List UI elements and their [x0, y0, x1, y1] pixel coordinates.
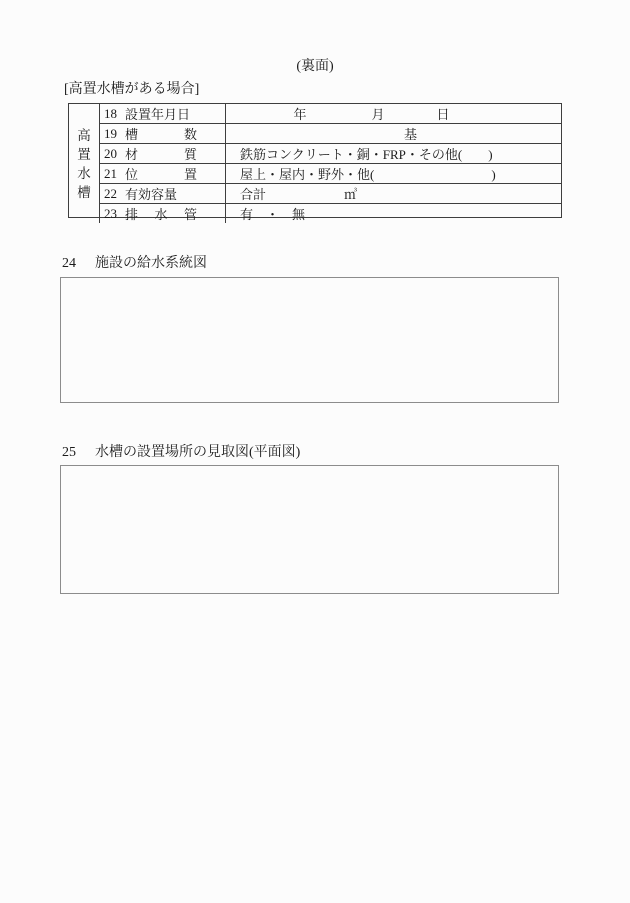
row-label: 設置年月日 [125, 107, 191, 122]
vertical-header-char: 水 [77, 165, 91, 181]
row-value: 年 月 日 [293, 107, 450, 122]
table-cell-value [225, 143, 561, 163]
row-value: 屋上・屋内・野外・他( ) [240, 167, 496, 182]
section-25-heading [62, 444, 300, 461]
table-cell-value [225, 163, 561, 183]
vertical-header-char: 高 [77, 127, 91, 143]
tank-location-sketch-box [60, 465, 559, 594]
row-label: 材質 [125, 147, 197, 162]
row-number: 19 [104, 125, 117, 141]
row-number: 20 [104, 145, 117, 161]
section-title: 施設の給水系統図 [95, 256, 207, 271]
row-number: 18 [104, 105, 117, 121]
section-title: 水槽の設置場所の見取図(平面図) [95, 445, 301, 460]
row-number: 22 [104, 185, 117, 201]
row-value: 鉄筋コンクリート・銅・FRP・その他( ) [240, 147, 493, 162]
table-cell-value [225, 104, 561, 123]
table-cell-value [225, 203, 561, 223]
vertical-header-char: 置 [77, 146, 91, 162]
elevated-tank-spec-table [68, 103, 562, 222]
table-cell-value [225, 183, 561, 203]
row-label: 槽数 [125, 127, 197, 142]
back-side-label: (裏面) [296, 59, 334, 74]
row-value: 基 [403, 127, 417, 142]
table-cell-label [100, 143, 225, 163]
water-supply-system-diagram-box [60, 277, 559, 403]
table-cell-value [225, 123, 561, 143]
table-vertical-header [69, 104, 100, 223]
row-value: 合計 ㎥ [240, 187, 358, 202]
row-number: 23 [104, 205, 117, 221]
table-cell-label [100, 163, 225, 183]
row-value: 有 ・ 無 [240, 207, 306, 222]
condition-label: [高置水槽がある場合] [64, 82, 200, 97]
row-label: 排水管 [125, 207, 197, 222]
row-number: 21 [104, 165, 117, 181]
row-label: 位置 [125, 167, 197, 182]
vertical-header-char: 槽 [77, 184, 91, 200]
table-cell-label [100, 123, 225, 143]
section-number: 25 [62, 445, 76, 460]
section-24-heading [62, 255, 207, 272]
table-cell-label [100, 203, 225, 223]
section-number: 24 [62, 256, 76, 271]
table-cell-label [100, 104, 225, 123]
row-label: 有効容量 [125, 187, 178, 202]
table-cell-label [100, 183, 225, 203]
